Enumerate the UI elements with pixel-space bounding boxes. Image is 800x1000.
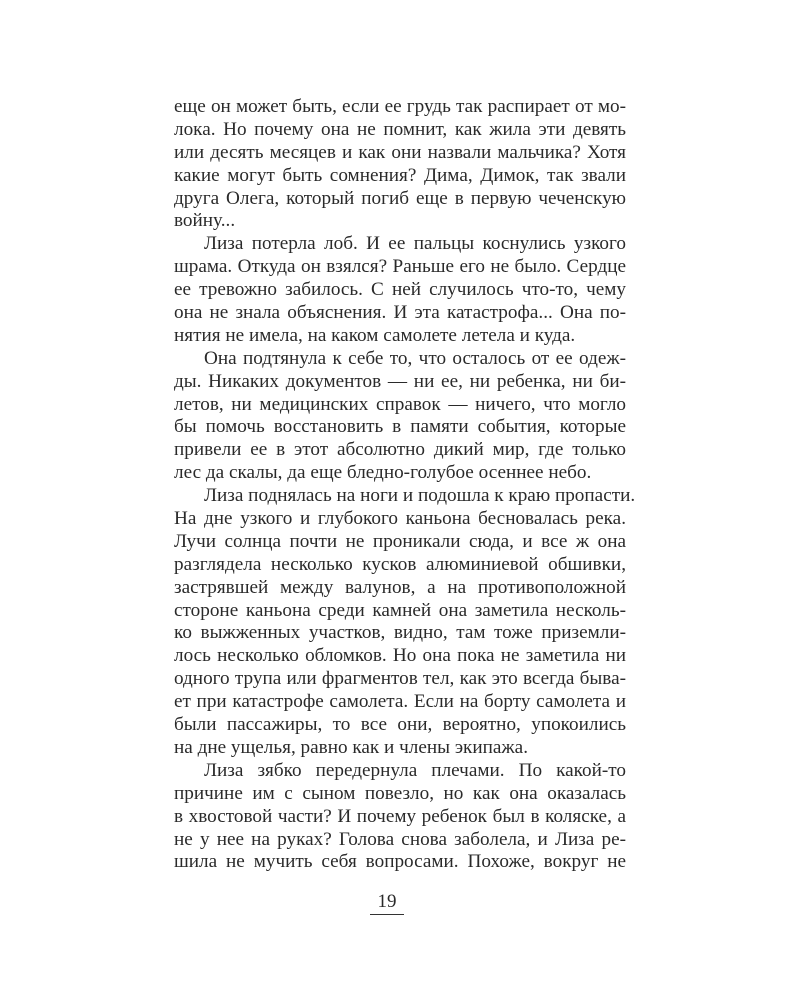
text-line: на дне ущелья, равно как и члены экипажа. <box>174 736 528 758</box>
text-line: ее тревожно забилось. С ней случилось что-то, чему <box>174 279 626 301</box>
text-line: шила не мучить себя вопросами. Похоже, вокруг не <box>174 851 626 873</box>
text-line: еще он может быть, если ее грудь так распирает от мо- <box>174 96 626 117</box>
text-line: застрявшей между валунов, а на противоположной <box>174 576 626 598</box>
text-line: одного трупа или фрагментов тел, как это всегда быва- <box>174 668 626 690</box>
paragraph-first-line: Лиза зябко передернула плечами. По какой-то <box>204 759 626 781</box>
paragraph-first-line: Лиза потерла лоб. И ее пальцы коснулись узкого <box>204 233 626 255</box>
text-line: она не знала объяснения. И эта катастрофа... Она по- <box>174 302 626 324</box>
paragraph-first-line: Она подтянула к себе то, что осталось от ее одеж- <box>204 347 626 369</box>
text-line: бы помочь восстановить в памяти события, которые <box>174 416 626 438</box>
text-line: нятия не имела, на каком самолете летела и куда. <box>174 324 576 346</box>
page-number: 19 <box>370 892 404 915</box>
text-line: причине им с сыном повезло, но как она оказалась <box>174 782 626 804</box>
text-line: привели ее в этот абсолютно дикий мир, где только <box>174 439 626 461</box>
text-line: стороне каньона среди камней она заметила несколь- <box>174 599 626 621</box>
text-line: Лучи солнца почти не проникали сюда, и все ж она <box>174 530 626 552</box>
page-body-text <box>174 96 636 874</box>
text-line: или десять месяцев и как они назвали мальчика? Хотя <box>174 141 626 163</box>
paragraph-first-line: Лиза поднялась на ноги и подошла к краю пропасти. <box>204 485 636 507</box>
text-line: лока. Но почему она не помнит, как жила эти девять <box>174 118 626 140</box>
text-line: лось несколько обломков. Но она пока не заметила ни <box>174 645 626 667</box>
text-line: ет при катастрофе самолета. Если на борту самолета и <box>174 691 626 713</box>
text-line: были пассажиры, то все они, вероятно, упокоились <box>174 714 626 736</box>
text-line: какие могут быть сомнения? Дима, Димок, так звали <box>174 164 626 186</box>
text-line: войну... <box>174 210 236 232</box>
text-line: не у нее на руках? Голова снова заболела, и Лиза ре- <box>174 828 626 850</box>
text-line: лес да скалы, да еще бледно-голубое осеннее небо. <box>174 462 592 484</box>
text-line: ко выжженных участков, видно, там тоже приземли- <box>174 622 626 644</box>
text-line: шрама. Откуда он взялся? Раньше его не было. Сердце <box>174 256 626 278</box>
text-line: в хвостовой части? И почему ребенок был в коляске, а <box>174 805 626 827</box>
text-line: летов, ни медицинских справок — ничего, что могло <box>174 393 626 415</box>
text-line: разглядела несколько кусков алюминиевой обшивки, <box>174 553 626 575</box>
text-line: На дне узкого и глубокого каньона бесновалась река. <box>174 508 626 530</box>
text-line: друга Олега, который погиб еще в первую чеченскую <box>174 187 626 209</box>
text-line: ды. Никаких документов — ни ее, ни ребенка, ни би- <box>174 370 626 392</box>
